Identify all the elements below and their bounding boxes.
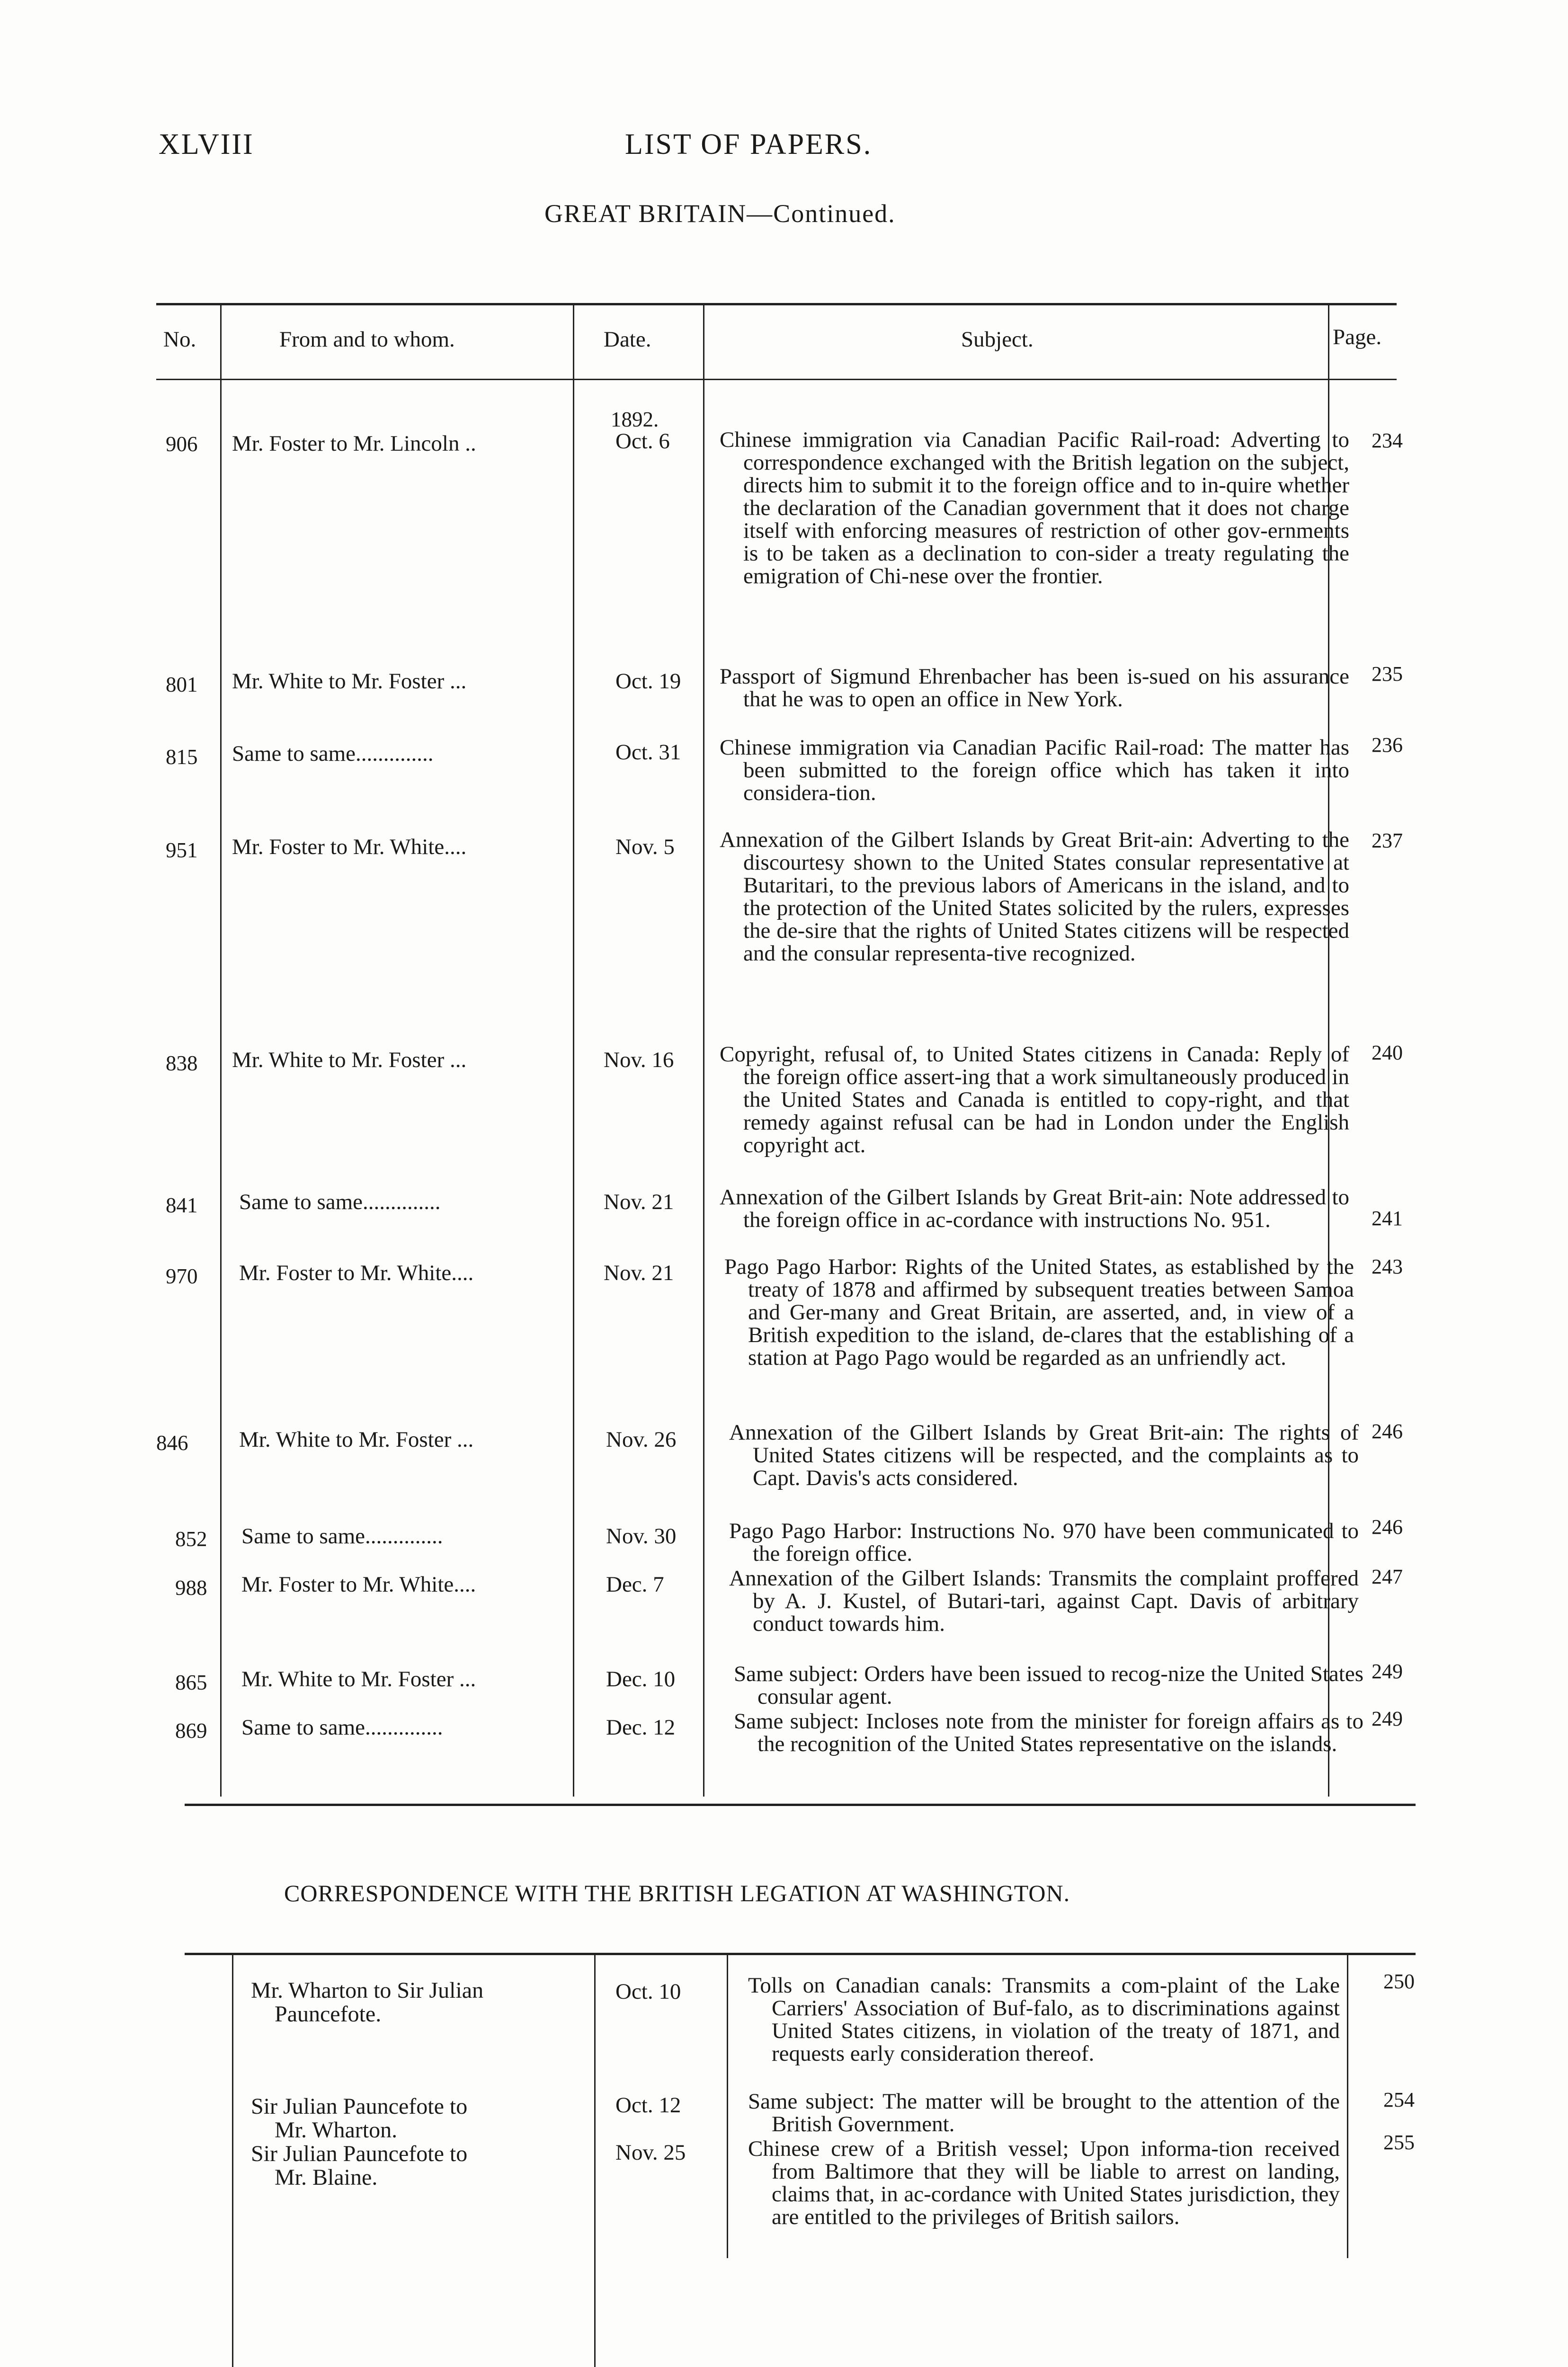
table-row-no: 970 xyxy=(166,1264,198,1288)
from-line-1: Sir Julian Pauncefote to xyxy=(251,2141,468,2166)
table-row-subject: Annexation of the Gilbert Islands: Transmits the complaint proffered by A. J. Kustel, of Butari-tari, against Capt. Davis of arbitrary conduct towards him. xyxy=(729,1566,1359,1636)
col-header-date: Date. xyxy=(604,327,651,352)
table-row-date: Oct. 31 xyxy=(615,740,681,765)
table-row-no: 838 xyxy=(166,1051,198,1075)
table-row-from-to: Mr. White to Mr. Foster ... xyxy=(241,1667,476,1691)
col-header-no: No. xyxy=(163,327,196,352)
table-row-page: 246 xyxy=(1372,1515,1403,1539)
table-row-page: 250 xyxy=(1383,1970,1415,1993)
year-label: 1892. xyxy=(611,408,659,431)
table-row-from-to: Mr. White to Mr. Foster ... xyxy=(232,669,467,694)
table-row-date: Nov. 21 xyxy=(604,1261,674,1285)
page-subtitle: GREAT BRITAIN—Continued. xyxy=(544,199,896,228)
table-row-from-to: Mr. Foster to Mr. White.... xyxy=(239,1261,474,1285)
table-row-page: 243 xyxy=(1372,1255,1403,1278)
table-row-page: 254 xyxy=(1383,2088,1415,2111)
from-line-1: Mr. Wharton to Sir Julian xyxy=(251,1978,484,2003)
table-row-subject: Chinese immigration via Canadian Pacific Rail-road: Adverting to correspondence exchanged with the British legation on the subject, directs him to submit it to the foreign office and to in-quire whether the declaration of the Canadian government that it does not charge itself with enforcing measures of restriction of other gov-ernments is to be taken as a declination to con-sider a treaty regulating the emigration of Chi-nese over the frontier. xyxy=(720,427,1349,588)
table-row-from-to: Same to same.............. xyxy=(239,1190,441,1214)
page-number-roman: XLVIII xyxy=(159,128,254,160)
table-row-subject: Tolls on Canadian canals: Transmits a com-plaint of the Lake Carriers' Association of Buf-falo, as to discriminations against United States citizens, in violation of the treaty of 1871, and requests early consideration thereof. xyxy=(748,1973,1340,2066)
table-row-subject: Annexation of the Gilbert Islands by Great Brit-ain: The rights of United States citizens will be respected, and the complaints as to Capt. Davis's acts considered. xyxy=(729,1420,1359,1490)
col-header-from-to: From and to whom. xyxy=(279,327,455,352)
col-divider-3 xyxy=(703,305,704,1797)
table-row-page: 241 xyxy=(1372,1207,1403,1230)
table-row-page: 246 xyxy=(1372,1420,1403,1443)
table-row-no: 846 xyxy=(156,1431,188,1455)
from-line-1: Sir Julian Pauncefote to xyxy=(251,2094,468,2119)
table-row-subject: Annexation of the Gilbert Islands by Great Brit-ain: Adverting to the discourtesy shown to the United States consular representative at Butaritari, to the previous labors of Americans in the island, and to the protection of the United States solicited by the rulers, expresses the de-sire that the rights of United States citizens will be respected and the consular representa-tive recognized. xyxy=(720,828,1349,966)
table-row-no: 801 xyxy=(166,673,198,696)
section2-col-divider-1 xyxy=(232,1955,233,2367)
table-row-date: Nov. 25 xyxy=(615,2140,686,2165)
table-row-date: Nov. 26 xyxy=(606,1427,677,1452)
table-row-date: Dec. 7 xyxy=(606,1572,664,1597)
table-row-subject: Copyright, refusal of, to United States citizens in Canada: Reply of the foreign office assert-ing that a work simultaneously produced in the United States and Canada is entitled to copy-right, and that remedy against refusal can be had in London under the English copyright act. xyxy=(720,1042,1349,1157)
table-row-from-to: Mr. Foster to Mr. White.... xyxy=(232,835,467,859)
from-line-2: Pauncefote. xyxy=(275,2002,382,2027)
table-row-date: Dec. 10 xyxy=(606,1667,676,1691)
table-row-subject: Same subject: Incloses note from the minister for foreign affairs as to the recognition of the United States representative on the islands. xyxy=(734,1709,1363,1756)
table-row-date: Nov. 21 xyxy=(604,1190,674,1214)
table-row-date: Nov. 30 xyxy=(606,1524,677,1548)
section2-col-divider-4 xyxy=(1347,1955,1348,2258)
table-row-page: 235 xyxy=(1372,662,1403,685)
table-row-subject: Annexation of the Gilbert Islands by Great Brit-ain: Note addressed to the foreign office in ac-cordance with instructions No. 951. xyxy=(720,1185,1349,1232)
table-row-subject: Passport of Sigmund Ehrenbacher has been is-sued on his assurance that he was to open an office in New York. xyxy=(720,664,1349,712)
table-row-page: 247 xyxy=(1372,1565,1403,1588)
table-row-page: 234 xyxy=(1372,429,1403,452)
table-row-page: 236 xyxy=(1372,733,1403,756)
table-row-from-to xyxy=(251,2095,592,2142)
table-row-page: 255 xyxy=(1383,2131,1415,2154)
section-title: CORRESPONDENCE WITH THE BRITISH LEGATION AT WASHINGTON. xyxy=(284,1880,1070,1906)
table-row-from-to: Mr. Foster to Mr. Lincoln .. xyxy=(232,431,476,456)
table-row-no: 852 xyxy=(175,1527,207,1551)
table-row-no: 869 xyxy=(175,1719,207,1743)
table-header-rule xyxy=(156,379,1397,380)
table-row-date: Nov. 16 xyxy=(604,1048,674,1072)
table-top-rule xyxy=(156,303,1397,305)
table-row-subject: Chinese crew of a British vessel; Upon informa-tion received from Baltimore that they will be liable to arrest on landing, claims that, in ac-cordance with United States jurisdiction, they are entitled to the privileges of British sailors. xyxy=(748,2136,1340,2229)
table-row-date: Nov. 5 xyxy=(615,835,675,859)
table-row-no: 951 xyxy=(166,838,198,862)
table-row-subject: Same subject: Orders have been issued to recog-nize the United States consular agent. xyxy=(734,1662,1363,1709)
table-row-page: 249 xyxy=(1372,1660,1403,1683)
table-row-date: Oct. 6 xyxy=(615,429,670,454)
section2-col-divider-2 xyxy=(594,1955,596,2367)
table-row-date: Oct. 12 xyxy=(615,2093,681,2118)
table-row-no: 906 xyxy=(166,432,198,456)
col-header-page: Page. xyxy=(1333,325,1382,349)
table-row-subject: Pago Pago Harbor: Instructions No. 970 have been communicated to the foreign office. xyxy=(729,1519,1359,1566)
table-row-from-to xyxy=(251,1979,592,2026)
from-line-2: Mr. Blaine. xyxy=(275,2165,378,2190)
table-row-from-to: Mr. White to Mr. Foster ... xyxy=(232,1048,467,1072)
table-row-page: 237 xyxy=(1372,829,1403,852)
table-row-from-to: Same to same.............. xyxy=(241,1715,443,1740)
from-line-2: Mr. Wharton. xyxy=(275,2118,398,2143)
col-divider-1 xyxy=(220,305,222,1797)
section2-col-divider-3 xyxy=(727,1955,728,2258)
section2-top-rule xyxy=(185,1953,1416,1955)
table-row-subject: Same subject: The matter will be brought to the attention of the British Government. xyxy=(748,2089,1340,2136)
table-row-subject: Chinese immigration via Canadian Pacific Rail-road: The matter has been submitted to the foreign office which has taken it into considera-tion. xyxy=(720,735,1349,805)
table-row-subject: Pago Pago Harbor: Rights of the United States, as established by the treaty of 1878 and affirmed by subsequent treaties between Samoa and Ger-many and Great Britain, are asserted, and, in view of a British expedition to the island, de-clares that the establishing of a station at Pago Pago would be regarded as an unfriendly act. xyxy=(724,1255,1354,1370)
table-row-page: 240 xyxy=(1372,1041,1403,1064)
table-row-page: 249 xyxy=(1372,1707,1403,1730)
table-row-from-to: Same to same.............. xyxy=(241,1524,443,1548)
table-row-date: Oct. 10 xyxy=(615,1979,681,2004)
table-row-no: 815 xyxy=(166,745,198,769)
table-bottom-rule xyxy=(185,1804,1416,1806)
page-title: LIST OF PAPERS. xyxy=(625,128,873,160)
col-divider-2 xyxy=(573,305,574,1797)
table-row-from-to xyxy=(251,2142,592,2189)
table-row-no: 988 xyxy=(175,1576,207,1600)
col-header-subject: Subject. xyxy=(961,327,1033,352)
table-row-no: 865 xyxy=(175,1671,207,1694)
table-row-from-to: Mr. Foster to Mr. White.... xyxy=(241,1572,476,1597)
table-row-date: Dec. 12 xyxy=(606,1715,676,1740)
table-row-date: Oct. 19 xyxy=(615,669,681,694)
table-row-from-to: Mr. White to Mr. Foster ... xyxy=(239,1427,474,1452)
table-row-no: 841 xyxy=(166,1193,198,1217)
table-row-from-to: Same to same.............. xyxy=(232,741,434,766)
